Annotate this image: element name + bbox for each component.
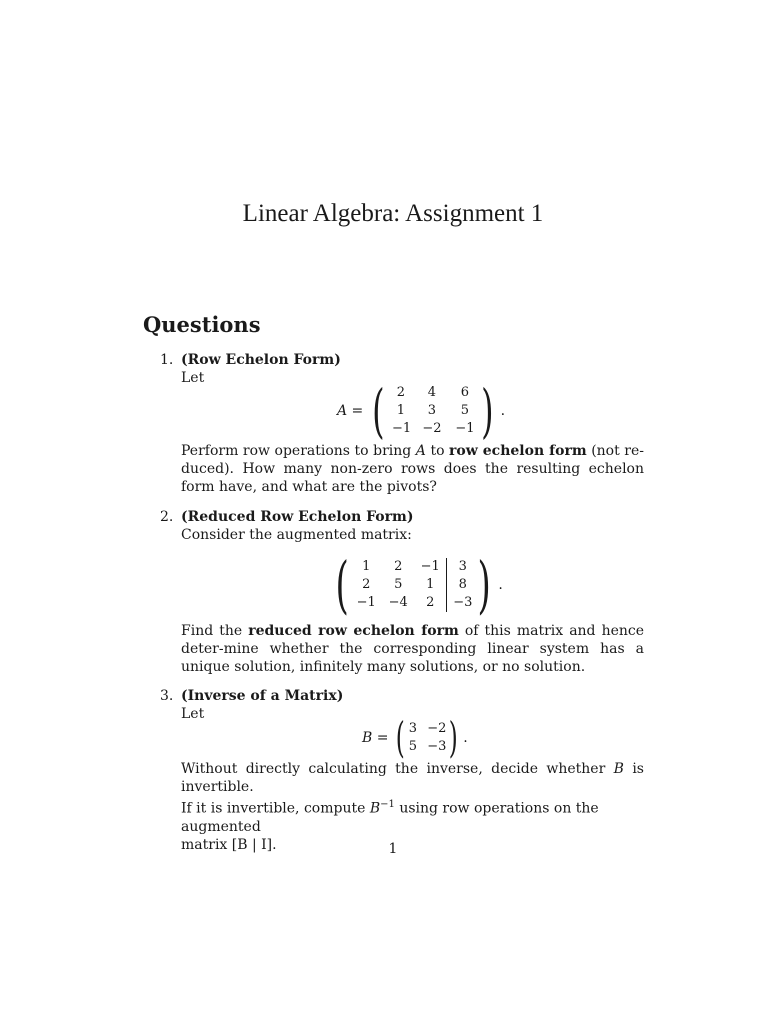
body-emphasis: row echelon form [449, 443, 587, 459]
question-1-body [181, 442, 644, 496]
section-heading: Questions [143, 312, 261, 337]
body-text: (not re-duced). How many non-zero rows does the resulting echelon form have, and what are the pivots? [181, 443, 644, 495]
body-text: using row operations on the augmented [181, 800, 599, 835]
body-line [181, 796, 644, 836]
question-intro: Let [181, 370, 205, 386]
body-variable: B [613, 761, 624, 777]
matrix-cell: 3 [427, 403, 437, 418]
left-paren: ( [372, 377, 385, 445]
matrix-cell: −1 [420, 559, 440, 574]
body-text: If it is invertible, compute [181, 800, 370, 817]
body-superscript: −1 [380, 799, 395, 810]
question-number: 1. [160, 352, 174, 368]
matrix-cell: 6 [460, 385, 470, 400]
question-intro: Let [181, 706, 205, 722]
body-text: Find the [181, 623, 249, 639]
matrix-cell: 4 [427, 385, 437, 400]
matrix-label: A = [337, 403, 364, 419]
question-title: (Inverse of a Matrix) [181, 688, 344, 704]
matrix-cell: 2 [362, 577, 371, 592]
body-emphasis: reduced row echelon form [248, 623, 459, 639]
matrix-a [386, 384, 482, 438]
body-variable: B [369, 800, 381, 817]
body-line [181, 760, 644, 796]
matrix-b [403, 720, 451, 756]
matrix-cell: 1 [362, 559, 371, 574]
matrix-cell: −1 [455, 421, 475, 436]
matrix-cell: 5 [408, 739, 417, 754]
trailing-period: . [498, 577, 503, 593]
matrix-cell: 8 [446, 576, 478, 594]
question-title: (Row Echelon Form) [181, 352, 341, 368]
question-intro: Consider the augmented matrix: [181, 527, 412, 543]
body-variable: A [415, 443, 426, 459]
matrix-a-display [337, 377, 506, 445]
body-text: matrix [B | I]. [181, 836, 277, 853]
matrix-label: B = [362, 730, 389, 746]
trailing-period: . [463, 730, 468, 746]
trailing-period: . [500, 403, 506, 419]
left-paren: ( [396, 713, 406, 762]
body-text: Without directly calculating the inverse, decide whether [181, 761, 614, 777]
question-3-body [181, 760, 644, 854]
matrix-cell: 3 [408, 721, 417, 736]
augmented-matrix [350, 558, 478, 612]
matrix-cell: −4 [388, 595, 408, 610]
matrix-cell: 5 [394, 577, 403, 592]
question-number: 3. [160, 688, 174, 704]
body-text: Perform row operations to bring [181, 443, 416, 459]
matrix-cell: 2 [396, 385, 406, 400]
body-text: of this matrix and hence deter-mine whether the corresponding linear system has a unique solution, infinitely many solutions, or no solution. [181, 623, 645, 675]
matrix-cell: 2 [394, 559, 403, 574]
matrix-cell: 3 [446, 558, 478, 576]
matrix-cell: −3 [446, 594, 478, 612]
question-2-body [181, 622, 644, 676]
right-paren: ) [481, 377, 494, 445]
matrix-cell: 1 [396, 403, 406, 418]
page-number: 1 [388, 841, 398, 857]
matrix-cell: −2 [427, 721, 447, 736]
matrix-cell: 5 [460, 403, 470, 418]
left-paren: ( [335, 548, 349, 621]
body-text: to [425, 443, 450, 459]
augmented-matrix-display [330, 548, 503, 621]
matrix-cell: 1 [426, 577, 435, 592]
question-title: (Reduced Row Echelon Form) [181, 509, 414, 525]
matrix-cell: −2 [422, 421, 442, 436]
document-title: Linear Algebra: Assignment 1 [242, 200, 544, 227]
body-text: is invertible. [181, 761, 644, 795]
right-paren: ) [448, 713, 458, 762]
right-paren: ) [477, 548, 491, 621]
matrix-b-display [362, 713, 468, 762]
question-number: 2. [160, 509, 174, 525]
matrix-cell: 2 [426, 595, 435, 610]
matrix-cell: −3 [427, 739, 447, 754]
matrix-cell: −1 [391, 421, 412, 436]
matrix-cell: −1 [356, 595, 376, 610]
